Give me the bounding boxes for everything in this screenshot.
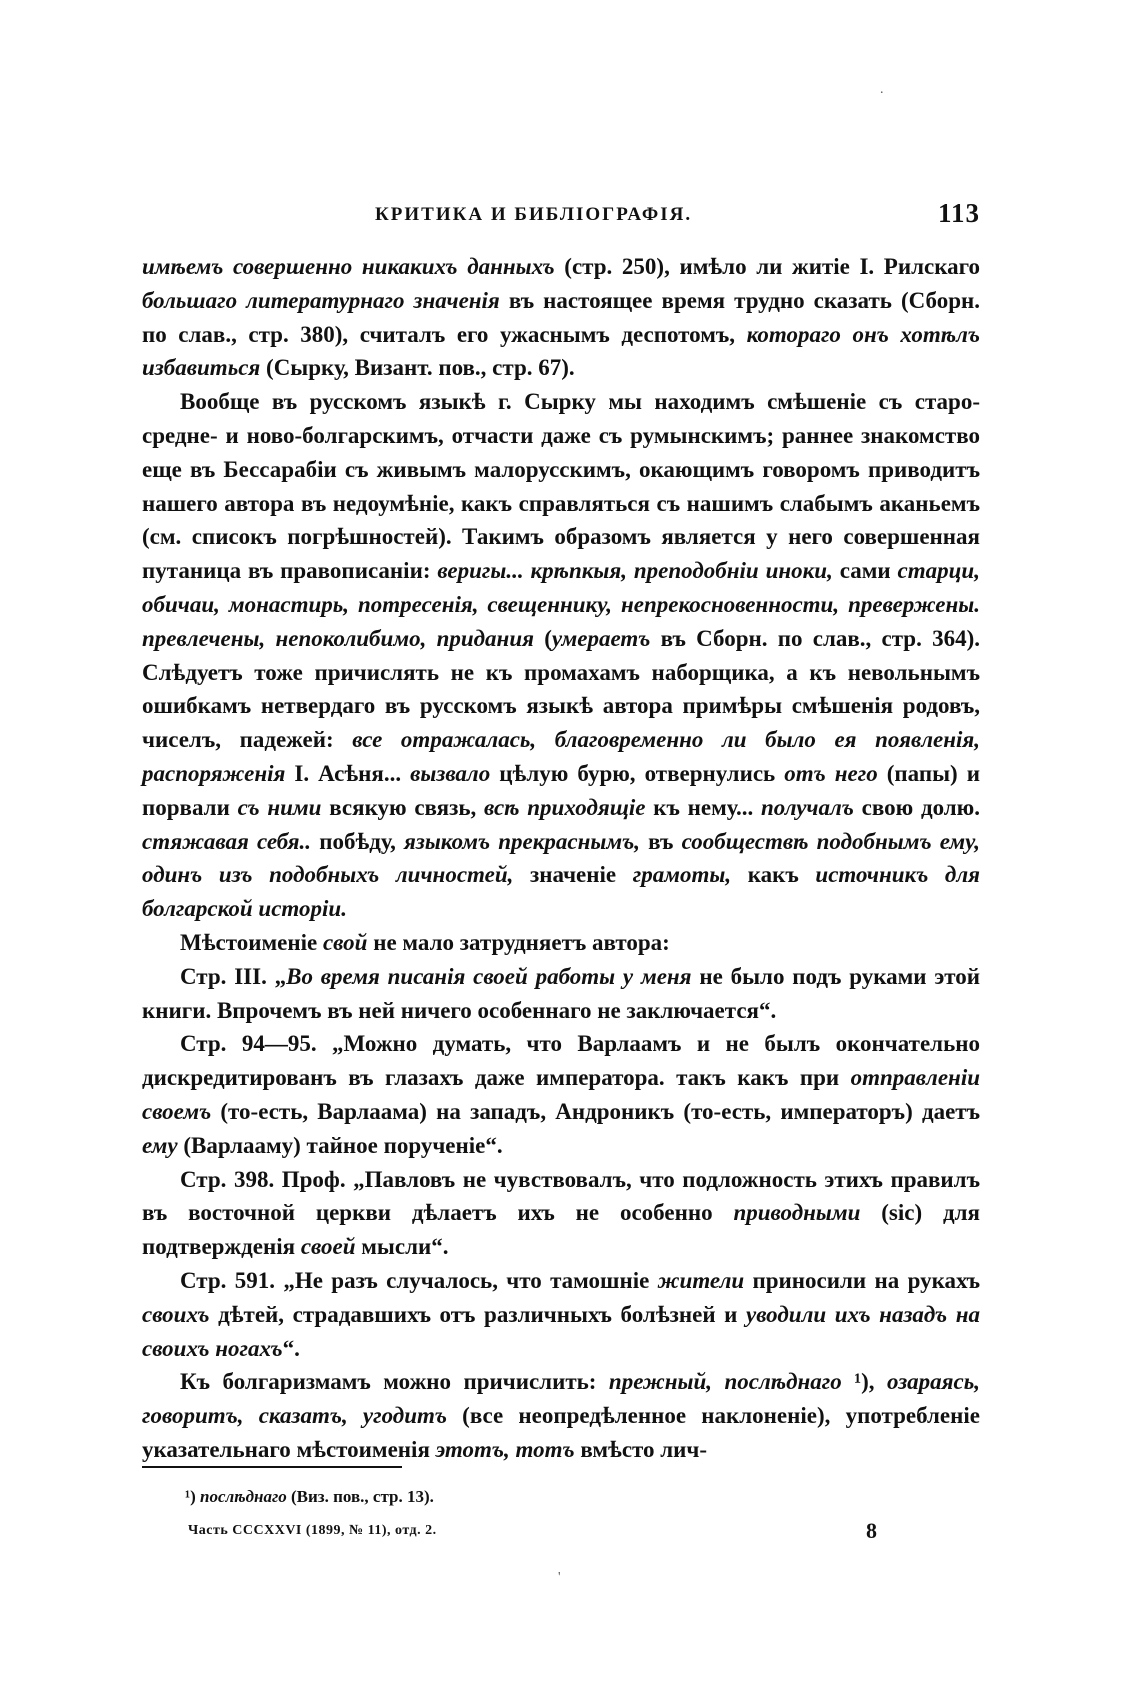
text-run: (то-есть, Варлаама) на западъ, Андроникъ (то-есть, императоръ) даетъ <box>211 1098 980 1124</box>
paragraph <box>142 385 980 926</box>
italic-run: все отражалась, благовременно ли было ея появленія, распоряженія <box>142 727 980 786</box>
italic-run: умераетъ <box>551 625 651 651</box>
italic-run: вызвало <box>410 760 491 786</box>
text-run: І. Асѣня... <box>285 760 411 786</box>
text-run: Стр. 591. „Не разъ случалось, что тамошніе <box>180 1267 658 1293</box>
italic-run: отправленіи своемъ <box>142 1065 980 1124</box>
scan-mark-dot: . <box>880 82 884 97</box>
footnote-text: (Виз. пов., стр. 13). <box>286 1487 434 1506</box>
text-run: “. <box>282 1335 300 1361</box>
text-run: въ настоящее время трудно сказать (Сборн. по слав., стр. 380), считалъ его ужаснымъ деспотомъ, <box>142 287 980 347</box>
italic-run: приводными <box>733 1200 861 1226</box>
paragraph <box>142 1365 980 1466</box>
text-run: значеніе <box>513 862 633 888</box>
text-run: побѣду, <box>311 828 405 854</box>
page-number: 113 <box>937 198 980 228</box>
italic-run: ему <box>142 1132 178 1158</box>
italic-run: Во время писанія своей работы у меня <box>286 963 692 989</box>
text-run: (все неопредѣленное наклоненіе), употребленіе указательнаго мѣстоименія <box>142 1403 980 1462</box>
text-run: ( <box>533 625 552 651</box>
text-run: Стр. 398. Проф. „Павловъ не чувствовалъ, что подложность этихъ правилъ въ восточной церкви дѣлаетъ ихъ не особенно <box>142 1166 980 1226</box>
italic-run: старци, обичаи, монастирь, потресенія, свещеннику, непрекосновенности, превержены. превлечены, непоколибимо, придания <box>142 558 980 651</box>
sheet-number: 8 <box>866 1518 877 1543</box>
italic-run: этотъ, тотъ <box>435 1436 575 1462</box>
text-run: (Варлааму) тайное порученіе“. <box>177 1132 503 1158</box>
italic-run: получалъ <box>760 794 854 820</box>
body-text <box>142 250 980 1467</box>
text-run: (папы) и порвали <box>142 760 980 820</box>
text-run: (стр. 250), имѣло ли житіе І. Рилскаго <box>554 254 981 279</box>
text-run: вмѣсто лич- <box>574 1436 708 1462</box>
italic-run: котораго онъ хотѣлъ избавиться <box>142 321 980 381</box>
italic-run: озараясь, говоритъ, сказатъ, угодитъ <box>142 1369 980 1429</box>
text-run: въ <box>639 828 682 854</box>
paragraph <box>142 1163 980 1264</box>
italic-run: отъ него <box>784 760 878 786</box>
text-run: свою долю. <box>853 794 981 820</box>
text-run: цѣлую бурю, отвернулись <box>490 760 785 786</box>
italic-run: жители <box>657 1267 745 1293</box>
text-run: Къ болгаризмамъ можно причислить: <box>180 1369 609 1395</box>
italic-run: грамоты, <box>632 862 732 888</box>
text-run: не было подъ руками этой книги. Впрочемъ въ ней ничего особеннаго не заключается“. <box>142 963 981 1023</box>
italic-run: большаго литературнаго значенія <box>142 287 500 313</box>
italic-run: языкомъ прекраснымъ, <box>404 828 640 854</box>
scan-mark-tick: ' <box>558 1570 561 1585</box>
text-run: Стр. III. „ <box>180 963 287 989</box>
text-run: приносили на рукахъ <box>744 1267 981 1293</box>
running-title: КРИТИКА И БИБЛІОГРАФІЯ. <box>375 204 693 225</box>
italic-run: веригы... крѣпкыя, преподобніи иноки, <box>437 558 833 584</box>
footnote-marker: ¹) <box>185 1487 196 1506</box>
footnote-rule <box>142 1466 402 1468</box>
text-run: дѣтей, страдавшихъ отъ различныхъ болѣзней и <box>209 1301 746 1327</box>
text-run: мысли“. <box>355 1234 449 1260</box>
italic-run: имѣемъ совершенно никакихъ данныхъ <box>142 254 555 279</box>
text-run: въ Сборн. по слав., стр. 364). Слѣдуетъ тоже причислять не къ промахамъ наборщика, а къ невольнымъ ошибкамъ нетвердаго въ русскомъ языкѣ автора примѣры смѣшенія родовъ, чиселъ, падежей: <box>142 625 980 753</box>
italic-run: уводили ихъ назадъ на своихъ ногахъ <box>142 1301 980 1361</box>
italic-run: источникъ для болгарской исторіи. <box>142 862 980 922</box>
paragraph <box>142 926 980 960</box>
paragraph <box>142 1264 980 1365</box>
text-run: (Сырку, Визант. пов., стр. 67). <box>260 355 575 381</box>
text-run: сами <box>832 558 898 584</box>
italic-run: стяжавая себя.. <box>142 828 312 854</box>
italic-run: всѣ приходящіе <box>484 794 646 820</box>
italic-run: своей <box>300 1234 356 1260</box>
italic-run: свой <box>322 929 368 955</box>
page-header <box>140 198 990 230</box>
text-run: какъ <box>731 862 816 888</box>
text-run: Вообще въ русскомъ языкѣ г. Сырку мы находимъ смѣшеніе съ старо- средне- и ново-болгарскимъ, отчасти даже съ румынскимъ; раннее знакомство еще въ Бессарабіи съ живымъ малорусскимъ, окающимъ говоромъ приводитъ нашего автора въ недоумѣніе, какъ справляться съ нашимъ слабымъ аканьемъ (см. списокъ погрѣшностей). Такимъ образомъ является у него совершенная путаница въ правописаніи: <box>142 389 980 584</box>
text-run: Стр. 94—95. „Можно думать, что Варлаамъ и не былъ окончательно дискредитированъ въ глазахъ даже императора. такъ какъ при <box>142 1031 980 1091</box>
text-run: Мѣстоименіе <box>180 929 323 955</box>
text-run: (sic) для подтвержденія <box>142 1200 980 1260</box>
paragraph <box>142 250 980 385</box>
footnote <box>185 1487 434 1507</box>
italic-run: съ ними <box>237 794 322 820</box>
paragraph <box>142 1027 980 1162</box>
text-run: всякую связь, <box>321 794 484 820</box>
text-run: не мало затрудняетъ автора: <box>367 929 670 955</box>
paragraph <box>142 960 980 1028</box>
italic-run: сообществѣ подобнымъ ему, одинъ изъ подобныхъ личностей, <box>142 828 980 888</box>
italic-run: прежный, послѣднаго <box>608 1369 842 1395</box>
footnote-italic: послѣднаго <box>200 1487 287 1506</box>
text-run: къ нему... <box>645 794 761 820</box>
printer-signature: Часть CCCXXVI (1899, № 11), отд. 2. <box>188 1523 437 1538</box>
text-run: ¹), <box>841 1369 887 1395</box>
italic-run: своихъ <box>142 1301 210 1327</box>
